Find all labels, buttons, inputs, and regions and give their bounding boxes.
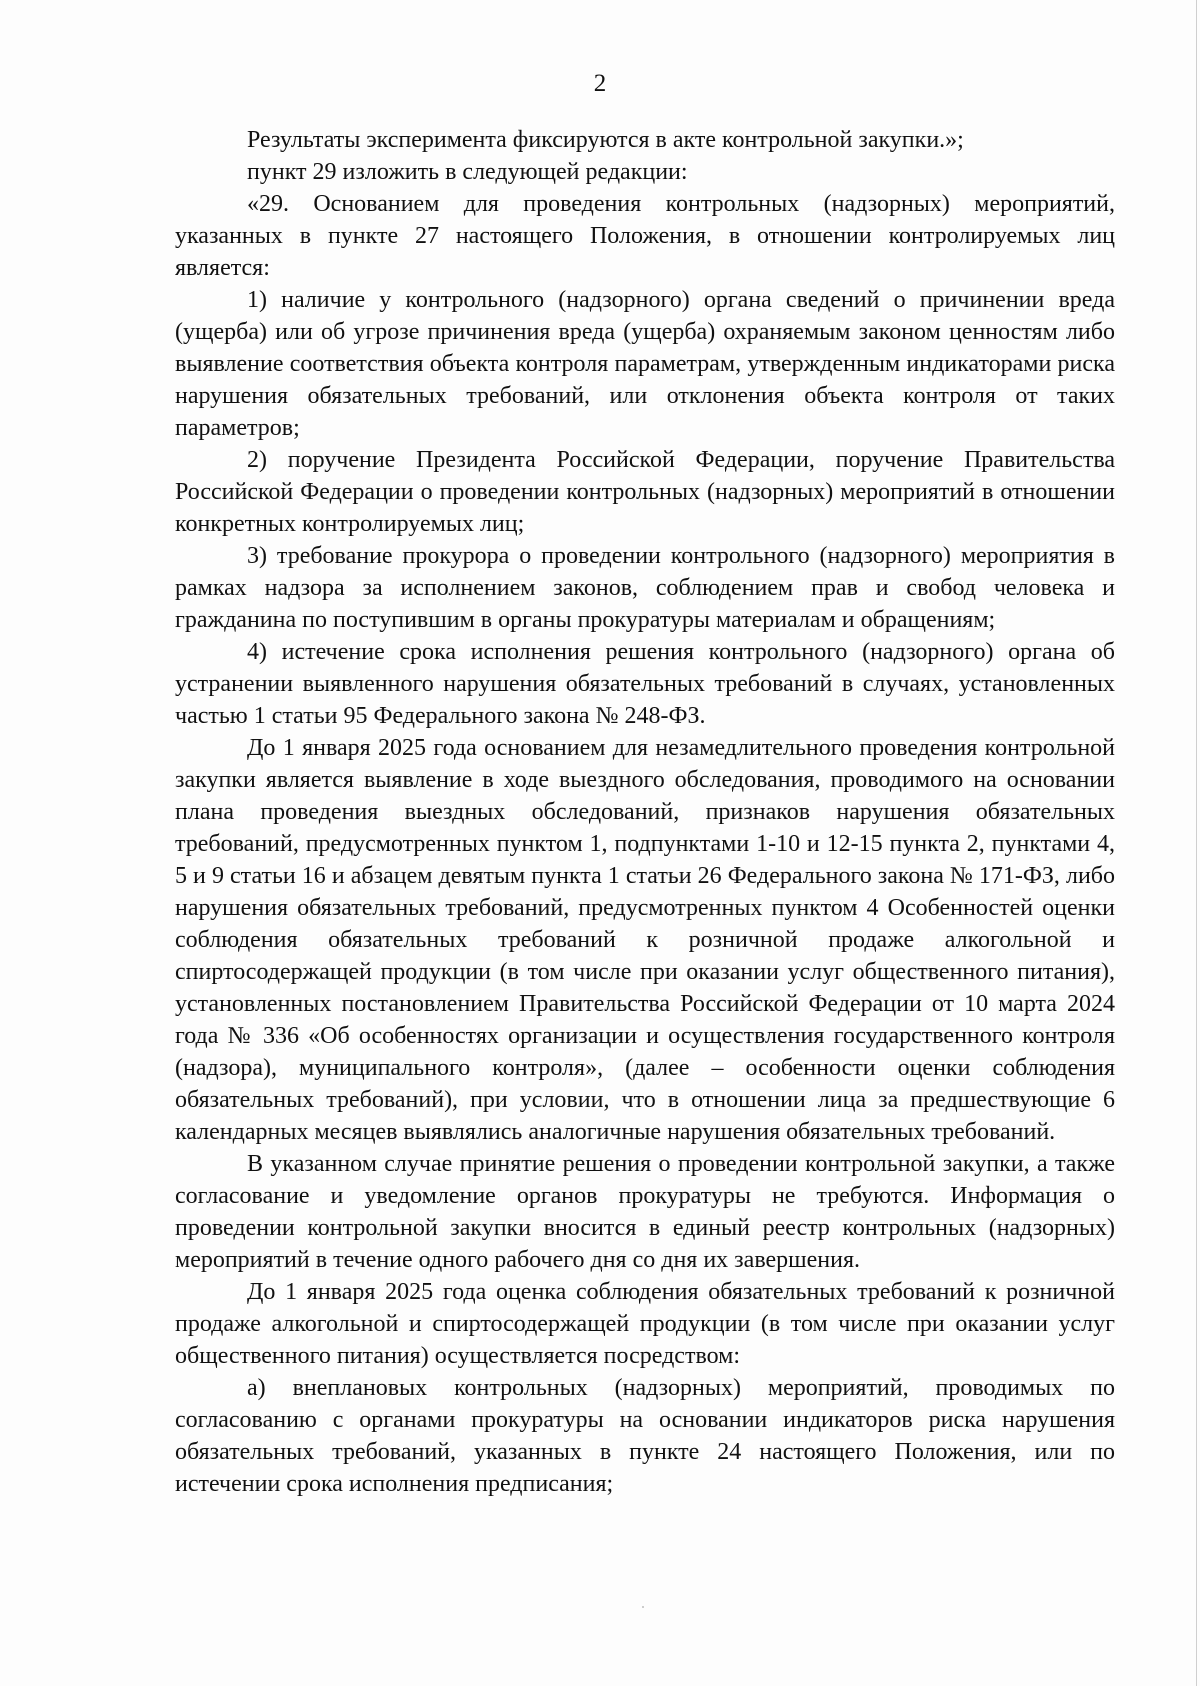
document-body bbox=[175, 124, 1115, 1500]
scan-edge-line bbox=[1196, 0, 1197, 1686]
paragraph-item-29: «29. Основанием для проведения контрольных (надзорных) мероприятий, указанных в пункте 27 настоящего Положения, в отношении контролируемых лиц является: bbox=[175, 191, 1115, 281]
paragraph-subitem-1: 1) наличие у контрольного (надзорного) органа сведений о причинении вреда (ущерба) или об угрозе причинения вреда (ущерба) охраняемым законом ценностям либо выявление соответствия объекта контроля параметрам, утвержденным индикаторами риска нарушения обязательных требований, или отклонения объекта контроля от таких параметров; bbox=[175, 287, 1115, 441]
paragraph-subitem-3: 3) требование прокурора о проведении контрольного (надзорного) мероприятия в рамках надзора за исполнением законов, соблюдением прав и свобод человека и гражданина по поступившим в органы прокуратуры материалам и обращениям; bbox=[175, 543, 1115, 633]
paragraph-subitem-a: а) внеплановых контрольных (надзорных) мероприятий, проводимых по согласованию с органами прокуратуры на основании индикаторов риска нарушения обязательных требований, указанных в пункте 24 настоящего Положения, или по истечении срока исполнения предписания; bbox=[175, 1375, 1115, 1497]
paragraph-no-approval-needed: В указанном случае принятие решения о проведении контрольной закупки, а также согласование и уведомление органов прокуратуры не требуются. Информация о проведении контрольной закупки вносится в единый реестр контрольных (надзорных) мероприятий в течение одного рабочего дня со дня их завершения. bbox=[175, 1151, 1115, 1273]
paragraph-experiment-results: Результаты эксперимента фиксируются в акте контрольной закупки.»; bbox=[247, 127, 964, 153]
paragraph-subitem-2: 2) поручение Президента Российской Федерации, поручение Правительства Российской Федерации о проведении контрольных (надзорных) мероприятий в отношении конкретных контролируемых лиц; bbox=[175, 447, 1115, 537]
paragraph-assessment-means: До 1 января 2025 года оценка соблюдения обязательных требований к розничной продаже алкогольной и спиртосодержащей продукции (в том числе при оказании услуг общественного питания) осуществляется посредством: bbox=[175, 1279, 1115, 1369]
paragraph-immediate-purchase: До 1 января 2025 года основанием для незамедлительного проведения контрольной закупки является выявление в ходе выездного обследования, проводимого на основании плана проведения выездных обследований, признаков нарушения обязательных требований, предусмотренных пунктом 1, подпунктами 1-10 и 12-15 пункта 2, пунктами 4, 5 и 9 статьи 16 и абзацем девятым пункта 1 статьи 26 Федерального закона № 171-ФЗ, либо нарушения обязательных требований, предусмотренных пунктом 4 Особенностей оценки соблюдения обязательных требований к розничной продаже алкогольной и спиртосодержащей продукции (в том числе при оказании услуг общественного питания), установленных постановлением Правительства Российской Федерации от 10 марта 2024 года № 336 «Об особенностях организации и осуществления государственного контроля (надзора), муниципального контроля», (далее – особенности оценки соблюдения обязательных требований), при условии, что в отношении лица за предшествующие 6 календарных месяцев выявлялись аналогичные нарушения обязательных требований. bbox=[175, 735, 1115, 1145]
page-number: 2 bbox=[593, 70, 607, 97]
scan-artifact-dot bbox=[642, 1606, 644, 1608]
paragraph-subitem-4: 4) истечение срока исполнения решения контрольного (надзорного) органа об устранении выявленного нарушения обязательных требований в случаях, установленных частью 1 статьи 95 Федерального закона № 248-ФЗ. bbox=[175, 639, 1115, 729]
paragraph-item-29-intro: пункт 29 изложить в следующей редакции: bbox=[247, 159, 688, 185]
